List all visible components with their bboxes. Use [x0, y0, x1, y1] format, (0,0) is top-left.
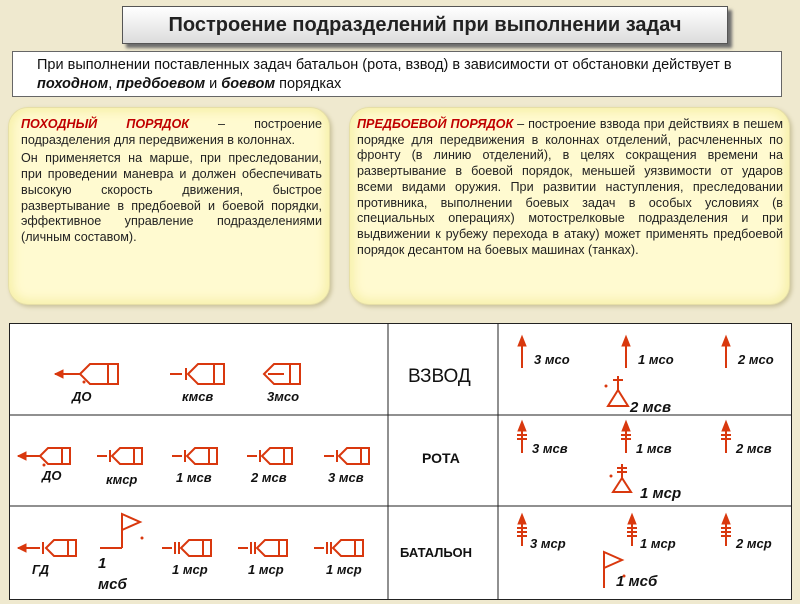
row-company-column — [18, 448, 369, 487]
column-label: мсб — [98, 576, 127, 593]
march-order-term: ПОХОДНЫЙ ПОРЯДОК — [21, 117, 190, 131]
vehicle-symbol-kmsr — [97, 448, 142, 464]
column-label: 2 мсв — [251, 470, 287, 485]
row-battalion-line — [517, 514, 772, 590]
intro-box — [12, 51, 782, 97]
battalion-commander-flag — [100, 514, 143, 548]
column-label: кмср — [106, 472, 138, 487]
commander-label: 2 мсв — [630, 399, 672, 416]
march-order-panel — [8, 107, 330, 305]
formation-table — [9, 323, 792, 600]
platoon-commander-symbol — [605, 376, 628, 406]
unit-platoon-label: ВЗВОД — [408, 366, 471, 387]
commander-label: 1 мсб — [616, 573, 658, 590]
vehicle-symbol-2msv — [247, 448, 292, 464]
line-label: 1 мср — [640, 536, 676, 551]
vehicle-symbol-gd — [18, 540, 76, 556]
page-title: Построение подразделений при выполнении задач — [122, 6, 728, 44]
line-label: 1 мсо — [638, 352, 674, 367]
column-label: 3 мсв — [328, 470, 364, 485]
column-label: ДО — [72, 389, 92, 404]
vehicle-symbol-1msr — [162, 540, 211, 556]
row-platoon-column — [55, 364, 300, 404]
formation-diagram — [10, 324, 791, 599]
vehicle-symbol-3mso — [264, 364, 300, 384]
unit-company-label: РОТА — [422, 450, 460, 466]
prebattle-order-body: – построение взвода при действиях в пешем порядке для передвижения в колоннах отделений, расчлененных по фронту (в линию отделений), в целях сокращения времени на развертывание в боевой порядок, меньшей уязвимости от ударов всеми видами оружия. При развитии наступления, преследовании противника, выполнении боевых задач в особых условиях (в специальных операциях) мотострелковые подразделения и при выдвижении к рубежу перехода в атаку) может применять предбоевой порядок десантом на боевых машинах (танках). — [357, 117, 783, 257]
row-battalion-column — [18, 514, 363, 593]
line-label: 2 мсо — [738, 352, 774, 367]
line-label: 3 мср — [530, 536, 566, 551]
vehicle-symbol-kmsv — [170, 364, 224, 384]
intro-sep: , — [108, 76, 117, 92]
vehicle-symbol-1msr — [314, 540, 363, 556]
line-label: 3 мсв — [532, 441, 568, 456]
row-company-line — [517, 421, 772, 502]
march-order-definition: – построение подразделения для передвижения в колоннах. — [21, 117, 322, 147]
column-label: 1 мср — [248, 562, 284, 577]
vehicle-symbol-1msv — [172, 448, 217, 464]
column-label: кмсв — [182, 389, 214, 404]
line-label: 2 мсв — [736, 441, 772, 456]
vehicle-symbol-do — [18, 448, 70, 466]
intro-prebattle: предбоевом — [116, 76, 206, 92]
line-label: 1 мсв — [636, 441, 672, 456]
intro-sep: и — [205, 76, 222, 92]
commander-label: 1 мср — [640, 485, 682, 502]
intro-text-end: порядках — [275, 76, 342, 92]
column-label: 1 мср — [172, 562, 208, 577]
column-label: 1 — [98, 555, 107, 572]
intro-march: походном — [37, 76, 109, 92]
row-platoon-line — [518, 336, 774, 416]
march-order-body: Он применяется на марше, при преследовании, при проведении маневра и должен обеспечивать высокую скорость движения, быстрое развертывание в предбоевой и боевой порядки, эффективное управление подразделениями (личным составом). — [21, 151, 322, 244]
vehicle-symbol-1msr — [238, 540, 287, 556]
column-label: 3мсо — [267, 389, 300, 404]
intro-battle: боевом — [221, 76, 276, 92]
intro-text: При выполнении поставленных задач батальон (рота, взвод) в зависимости от обстановки действует в — [37, 57, 732, 73]
column-label: 1 мср — [326, 562, 362, 577]
unit-battalion-label: БАТАЛЬОН — [400, 545, 473, 560]
column-label: ГД — [32, 562, 50, 577]
prebattle-order-panel — [349, 107, 790, 305]
vehicle-symbol-do — [55, 364, 118, 384]
line-label: 2 мср — [736, 536, 772, 551]
line-label: 3 мсо — [534, 352, 570, 367]
column-label: 1 мсв — [176, 470, 212, 485]
column-label: ДО — [42, 468, 62, 483]
prebattle-order-term: ПРЕДБОЕВОЙ ПОРЯДОК — [357, 117, 514, 131]
company-commander-symbol — [610, 464, 631, 492]
vehicle-symbol-3msv — [324, 448, 369, 464]
